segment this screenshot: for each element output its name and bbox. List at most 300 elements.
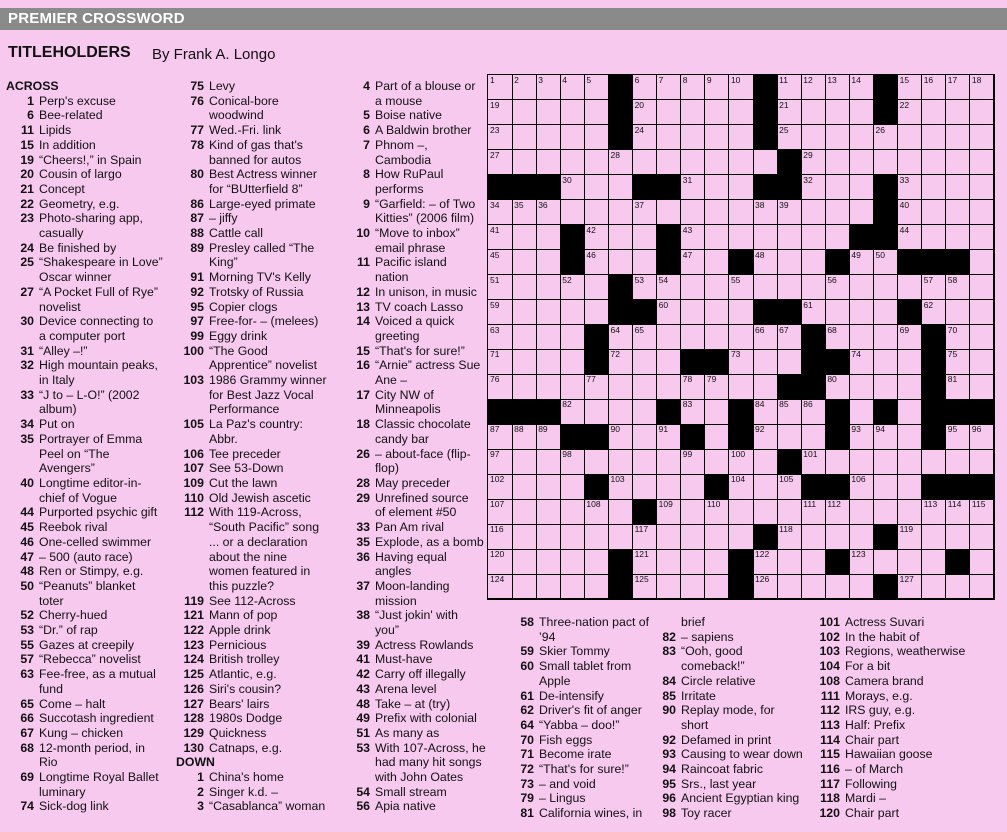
grid-cell[interactable] <box>970 374 995 399</box>
grid-cell[interactable] <box>849 399 874 424</box>
grid-cell[interactable] <box>898 474 923 499</box>
grid-cell[interactable] <box>729 474 754 499</box>
grid-cell[interactable] <box>705 449 730 474</box>
grid-cell[interactable] <box>657 75 682 100</box>
grid-cell[interactable] <box>705 75 730 100</box>
grid-cell[interactable] <box>970 175 995 200</box>
grid-cell[interactable] <box>970 499 995 524</box>
grid-cell[interactable] <box>825 75 850 100</box>
grid-cell[interactable] <box>488 125 513 150</box>
grid-cell[interactable] <box>729 225 754 250</box>
grid-cell[interactable] <box>922 499 947 524</box>
grid-cell[interactable] <box>898 325 923 350</box>
grid-cell[interactable] <box>801 399 826 424</box>
grid-cell[interactable] <box>898 125 923 150</box>
grid-cell[interactable] <box>849 449 874 474</box>
grid-cell[interactable] <box>681 175 706 200</box>
grid-cell[interactable] <box>488 524 513 549</box>
grid-cell[interactable] <box>584 399 609 424</box>
grid-cell[interactable] <box>729 275 754 300</box>
grid-cell[interactable] <box>922 150 947 175</box>
grid-cell[interactable] <box>705 325 730 350</box>
grid-cell[interactable] <box>849 175 874 200</box>
grid-cell[interactable] <box>657 374 682 399</box>
grid-cell[interactable] <box>608 424 633 449</box>
grid-cell[interactable] <box>970 549 995 574</box>
grid-cell[interactable] <box>657 200 682 225</box>
grid-cell[interactable] <box>946 499 971 524</box>
grid-cell[interactable] <box>753 349 778 374</box>
grid-cell[interactable] <box>488 424 513 449</box>
grid-cell[interactable] <box>946 150 971 175</box>
grid-cell[interactable] <box>488 100 513 125</box>
grid-cell[interactable] <box>825 150 850 175</box>
grid-cell[interactable] <box>801 125 826 150</box>
grid-cell[interactable] <box>729 374 754 399</box>
grid-cell[interactable] <box>922 275 947 300</box>
grid-cell[interactable] <box>584 150 609 175</box>
grid-cell[interactable] <box>633 424 658 449</box>
grid-cell[interactable] <box>874 374 899 399</box>
grid-cell[interactable] <box>970 424 995 449</box>
grid-cell[interactable] <box>657 300 682 325</box>
grid-cell[interactable] <box>729 325 754 350</box>
grid-cell[interactable] <box>970 100 995 125</box>
grid-cell[interactable] <box>874 349 899 374</box>
grid-cell[interactable] <box>777 549 802 574</box>
grid-cell[interactable] <box>681 275 706 300</box>
grid-cell[interactable] <box>753 374 778 399</box>
grid-cell[interactable] <box>488 499 513 524</box>
grid-cell[interactable] <box>729 300 754 325</box>
grid-cell[interactable] <box>849 300 874 325</box>
grid-cell[interactable] <box>681 574 706 599</box>
grid-cell[interactable] <box>946 275 971 300</box>
grid-cell[interactable] <box>801 150 826 175</box>
grid-cell[interactable] <box>946 325 971 350</box>
grid-cell[interactable] <box>584 200 609 225</box>
grid-cell[interactable] <box>488 374 513 399</box>
grid-cell[interactable] <box>970 300 995 325</box>
grid-cell[interactable] <box>801 300 826 325</box>
grid-cell[interactable] <box>922 100 947 125</box>
grid-cell[interactable] <box>681 150 706 175</box>
grid-cell[interactable] <box>777 524 802 549</box>
grid-cell[interactable] <box>825 275 850 300</box>
grid-cell[interactable] <box>946 100 971 125</box>
grid-cell[interactable] <box>825 300 850 325</box>
grid-cell[interactable] <box>922 200 947 225</box>
grid-cell[interactable] <box>536 474 561 499</box>
grid-cell[interactable] <box>825 125 850 150</box>
grid-cell[interactable] <box>633 200 658 225</box>
grid-cell[interactable] <box>849 250 874 275</box>
grid-cell[interactable] <box>608 250 633 275</box>
grid-cell[interactable] <box>633 349 658 374</box>
grid-cell[interactable] <box>705 225 730 250</box>
grid-cell[interactable] <box>488 275 513 300</box>
grid-cell[interactable] <box>584 574 609 599</box>
grid-cell[interactable] <box>922 524 947 549</box>
grid-cell[interactable] <box>946 524 971 549</box>
grid-cell[interactable] <box>536 349 561 374</box>
grid-cell[interactable] <box>584 300 609 325</box>
grid-cell[interactable] <box>657 524 682 549</box>
grid-cell[interactable] <box>536 424 561 449</box>
grid-cell[interactable] <box>753 424 778 449</box>
grid-cell[interactable] <box>922 449 947 474</box>
grid-cell[interactable] <box>849 374 874 399</box>
grid-cell[interactable] <box>584 549 609 574</box>
grid-cell[interactable] <box>898 574 923 599</box>
grid-cell[interactable] <box>705 574 730 599</box>
grid-cell[interactable] <box>849 499 874 524</box>
grid-cell[interactable] <box>536 449 561 474</box>
grid-cell[interactable] <box>777 100 802 125</box>
grid-cell[interactable] <box>898 275 923 300</box>
grid-cell[interactable] <box>560 549 585 574</box>
grid-cell[interactable] <box>512 549 537 574</box>
grid-cell[interactable] <box>729 200 754 225</box>
grid-cell[interactable] <box>946 349 971 374</box>
grid-cell[interactable] <box>753 399 778 424</box>
grid-cell[interactable] <box>657 125 682 150</box>
grid-cell[interactable] <box>560 75 585 100</box>
grid-cell[interactable] <box>946 200 971 225</box>
grid-cell[interactable] <box>633 325 658 350</box>
grid-cell[interactable] <box>874 474 899 499</box>
grid-cell[interactable] <box>922 175 947 200</box>
grid-cell[interactable] <box>657 449 682 474</box>
grid-cell[interactable] <box>753 275 778 300</box>
grid-cell[interactable] <box>681 374 706 399</box>
grid-cell[interactable] <box>801 75 826 100</box>
grid-cell[interactable] <box>608 349 633 374</box>
grid-cell[interactable] <box>633 125 658 150</box>
grid-cell[interactable] <box>512 449 537 474</box>
grid-cell[interactable] <box>488 225 513 250</box>
grid-cell[interactable] <box>946 300 971 325</box>
grid-cell[interactable] <box>922 225 947 250</box>
grid-cell[interactable] <box>825 524 850 549</box>
grid-cell[interactable] <box>633 574 658 599</box>
grid-cell[interactable] <box>657 474 682 499</box>
grid-cell[interactable] <box>681 200 706 225</box>
grid-cell[interactable] <box>922 549 947 574</box>
grid-cell[interactable] <box>657 150 682 175</box>
grid-cell[interactable] <box>729 349 754 374</box>
grid-cell[interactable] <box>801 175 826 200</box>
grid-cell[interactable] <box>512 100 537 125</box>
grid-cell[interactable] <box>512 275 537 300</box>
grid-cell[interactable] <box>536 499 561 524</box>
grid-cell[interactable] <box>970 349 995 374</box>
grid-cell[interactable] <box>681 125 706 150</box>
grid-cell[interactable] <box>633 399 658 424</box>
grid-cell[interactable] <box>705 499 730 524</box>
grid-cell[interactable] <box>922 300 947 325</box>
grid-cell[interactable] <box>705 524 730 549</box>
grid-cell[interactable] <box>584 499 609 524</box>
grid-cell[interactable] <box>898 424 923 449</box>
grid-cell[interactable] <box>777 250 802 275</box>
grid-cell[interactable] <box>512 349 537 374</box>
grid-cell[interactable] <box>608 200 633 225</box>
grid-cell[interactable] <box>536 250 561 275</box>
grid-cell[interactable] <box>874 499 899 524</box>
grid-cell[interactable] <box>874 300 899 325</box>
grid-cell[interactable] <box>729 175 754 200</box>
grid-cell[interactable] <box>681 300 706 325</box>
grid-cell[interactable] <box>536 100 561 125</box>
grid-cell[interactable] <box>777 424 802 449</box>
grid-cell[interactable] <box>898 349 923 374</box>
grid-cell[interactable] <box>849 549 874 574</box>
grid-cell[interactable] <box>729 499 754 524</box>
grid-cell[interactable] <box>922 574 947 599</box>
grid-cell[interactable] <box>753 549 778 574</box>
grid-cell[interactable] <box>898 524 923 549</box>
grid-cell[interactable] <box>777 325 802 350</box>
grid-cell[interactable] <box>657 499 682 524</box>
grid-cell[interactable] <box>970 200 995 225</box>
grid-cell[interactable] <box>681 499 706 524</box>
grid-cell[interactable] <box>608 524 633 549</box>
grid-cell[interactable] <box>608 225 633 250</box>
grid-cell[interactable] <box>874 275 899 300</box>
grid-cell[interactable] <box>946 225 971 250</box>
grid-cell[interactable] <box>584 275 609 300</box>
grid-cell[interactable] <box>777 499 802 524</box>
grid-cell[interactable] <box>536 275 561 300</box>
grid-cell[interactable] <box>705 549 730 574</box>
grid-cell[interactable] <box>512 499 537 524</box>
grid-cell[interactable] <box>729 100 754 125</box>
grid-cell[interactable] <box>633 474 658 499</box>
grid-cell[interactable] <box>801 225 826 250</box>
grid-cell[interactable] <box>849 325 874 350</box>
grid-cell[interactable] <box>488 250 513 275</box>
grid-cell[interactable] <box>560 574 585 599</box>
grid-cell[interactable] <box>512 524 537 549</box>
grid-cell[interactable] <box>898 75 923 100</box>
grid-cell[interactable] <box>584 225 609 250</box>
grid-cell[interactable] <box>536 150 561 175</box>
grid-cell[interactable] <box>608 449 633 474</box>
grid-cell[interactable] <box>633 524 658 549</box>
grid-cell[interactable] <box>560 399 585 424</box>
grid-cell[interactable] <box>753 499 778 524</box>
grid-cell[interactable] <box>512 474 537 499</box>
grid-cell[interactable] <box>560 100 585 125</box>
grid-cell[interactable] <box>536 574 561 599</box>
grid-cell[interactable] <box>729 75 754 100</box>
grid-cell[interactable] <box>560 374 585 399</box>
grid-cell[interactable] <box>608 374 633 399</box>
grid-cell[interactable] <box>825 499 850 524</box>
grid-cell[interactable] <box>825 100 850 125</box>
grid-cell[interactable] <box>825 574 850 599</box>
grid-cell[interactable] <box>560 449 585 474</box>
grid-cell[interactable] <box>825 175 850 200</box>
grid-cell[interactable] <box>874 424 899 449</box>
grid-cell[interactable] <box>633 549 658 574</box>
grid-cell[interactable] <box>970 225 995 250</box>
grid-cell[interactable] <box>970 524 995 549</box>
grid-cell[interactable] <box>536 524 561 549</box>
grid-cell[interactable] <box>729 125 754 150</box>
grid-cell[interactable] <box>801 574 826 599</box>
grid-cell[interactable] <box>946 125 971 150</box>
grid-cell[interactable] <box>560 175 585 200</box>
grid-cell[interactable] <box>633 225 658 250</box>
grid-cell[interactable] <box>970 574 995 599</box>
grid-cell[interactable] <box>777 125 802 150</box>
grid-cell[interactable] <box>560 300 585 325</box>
grid-cell[interactable] <box>633 275 658 300</box>
grid-cell[interactable] <box>584 75 609 100</box>
grid-cell[interactable] <box>801 250 826 275</box>
grid-cell[interactable] <box>633 250 658 275</box>
grid-cell[interactable] <box>705 399 730 424</box>
grid-cell[interactable] <box>825 325 850 350</box>
grid-cell[interactable] <box>584 449 609 474</box>
grid-cell[interactable] <box>849 474 874 499</box>
grid-cell[interactable] <box>488 200 513 225</box>
grid-cell[interactable] <box>705 100 730 125</box>
grid-cell[interactable] <box>753 150 778 175</box>
grid-cell[interactable] <box>560 125 585 150</box>
grid-cell[interactable] <box>705 300 730 325</box>
grid-cell[interactable] <box>560 474 585 499</box>
grid-cell[interactable] <box>536 325 561 350</box>
grid-cell[interactable] <box>512 125 537 150</box>
grid-cell[interactable] <box>488 449 513 474</box>
grid-cell[interactable] <box>512 300 537 325</box>
grid-cell[interactable] <box>849 200 874 225</box>
grid-cell[interactable] <box>898 499 923 524</box>
grid-cell[interactable] <box>801 499 826 524</box>
grid-cell[interactable] <box>874 449 899 474</box>
grid-cell[interactable] <box>633 100 658 125</box>
grid-cell[interactable] <box>922 125 947 150</box>
grid-cell[interactable] <box>681 449 706 474</box>
grid-cell[interactable] <box>946 449 971 474</box>
grid-cell[interactable] <box>536 225 561 250</box>
grid-cell[interactable] <box>657 100 682 125</box>
grid-cell[interactable] <box>633 374 658 399</box>
grid-cell[interactable] <box>849 100 874 125</box>
grid-cell[interactable] <box>898 200 923 225</box>
grid-cell[interactable] <box>608 474 633 499</box>
grid-cell[interactable] <box>946 75 971 100</box>
grid-cell[interactable] <box>729 150 754 175</box>
grid-cell[interactable] <box>753 225 778 250</box>
grid-cell[interactable] <box>898 549 923 574</box>
grid-cell[interactable] <box>681 250 706 275</box>
grid-cell[interactable] <box>801 100 826 125</box>
grid-cell[interactable] <box>512 374 537 399</box>
grid-cell[interactable] <box>608 399 633 424</box>
grid-cell[interactable] <box>705 275 730 300</box>
grid-cell[interactable] <box>849 349 874 374</box>
grid-cell[interactable] <box>512 225 537 250</box>
grid-cell[interactable] <box>488 300 513 325</box>
grid-cell[interactable] <box>705 150 730 175</box>
grid-cell[interactable] <box>753 200 778 225</box>
grid-cell[interactable] <box>681 75 706 100</box>
grid-cell[interactable] <box>777 574 802 599</box>
grid-cell[interactable] <box>608 175 633 200</box>
grid-cell[interactable] <box>970 449 995 474</box>
grid-cell[interactable] <box>946 175 971 200</box>
grid-cell[interactable] <box>729 449 754 474</box>
grid-cell[interactable] <box>488 150 513 175</box>
grid-cell[interactable] <box>536 125 561 150</box>
grid-cell[interactable] <box>633 75 658 100</box>
grid-cell[interactable] <box>512 325 537 350</box>
grid-cell[interactable] <box>681 524 706 549</box>
grid-cell[interactable] <box>874 250 899 275</box>
grid-cell[interactable] <box>560 524 585 549</box>
grid-cell[interactable] <box>633 150 658 175</box>
grid-cell[interactable] <box>753 250 778 275</box>
grid-cell[interactable] <box>584 125 609 150</box>
grid-cell[interactable] <box>922 75 947 100</box>
grid-cell[interactable] <box>801 424 826 449</box>
grid-cell[interactable] <box>753 449 778 474</box>
grid-cell[interactable] <box>705 250 730 275</box>
grid-cell[interactable] <box>970 325 995 350</box>
grid-cell[interactable] <box>584 175 609 200</box>
grid-cell[interactable] <box>488 474 513 499</box>
grid-cell[interactable] <box>777 474 802 499</box>
grid-cell[interactable] <box>633 449 658 474</box>
grid-cell[interactable] <box>560 200 585 225</box>
grid-cell[interactable] <box>970 275 995 300</box>
grid-cell[interactable] <box>681 399 706 424</box>
grid-cell[interactable] <box>608 150 633 175</box>
grid-cell[interactable] <box>825 449 850 474</box>
grid-cell[interactable] <box>657 275 682 300</box>
grid-cell[interactable] <box>970 250 995 275</box>
grid-cell[interactable] <box>849 75 874 100</box>
grid-cell[interactable] <box>560 150 585 175</box>
grid-cell[interactable] <box>898 225 923 250</box>
grid-cell[interactable] <box>536 75 561 100</box>
grid-cell[interactable] <box>488 325 513 350</box>
grid-cell[interactable] <box>825 374 850 399</box>
grid-cell[interactable] <box>849 574 874 599</box>
grid-cell[interactable] <box>681 100 706 125</box>
grid-cell[interactable] <box>946 374 971 399</box>
grid-cell[interactable] <box>657 574 682 599</box>
grid-cell[interactable] <box>898 150 923 175</box>
grid-cell[interactable] <box>753 574 778 599</box>
grid-cell[interactable] <box>705 125 730 150</box>
grid-cell[interactable] <box>657 349 682 374</box>
grid-cell[interactable] <box>801 200 826 225</box>
grid-cell[interactable] <box>777 75 802 100</box>
grid-cell[interactable] <box>849 150 874 175</box>
grid-cell[interactable] <box>825 225 850 250</box>
grid-cell[interactable] <box>801 449 826 474</box>
grid-cell[interactable] <box>970 75 995 100</box>
grid-cell[interactable] <box>898 175 923 200</box>
grid-cell[interactable] <box>488 549 513 574</box>
grid-cell[interactable] <box>849 125 874 150</box>
grid-cell[interactable] <box>874 549 899 574</box>
